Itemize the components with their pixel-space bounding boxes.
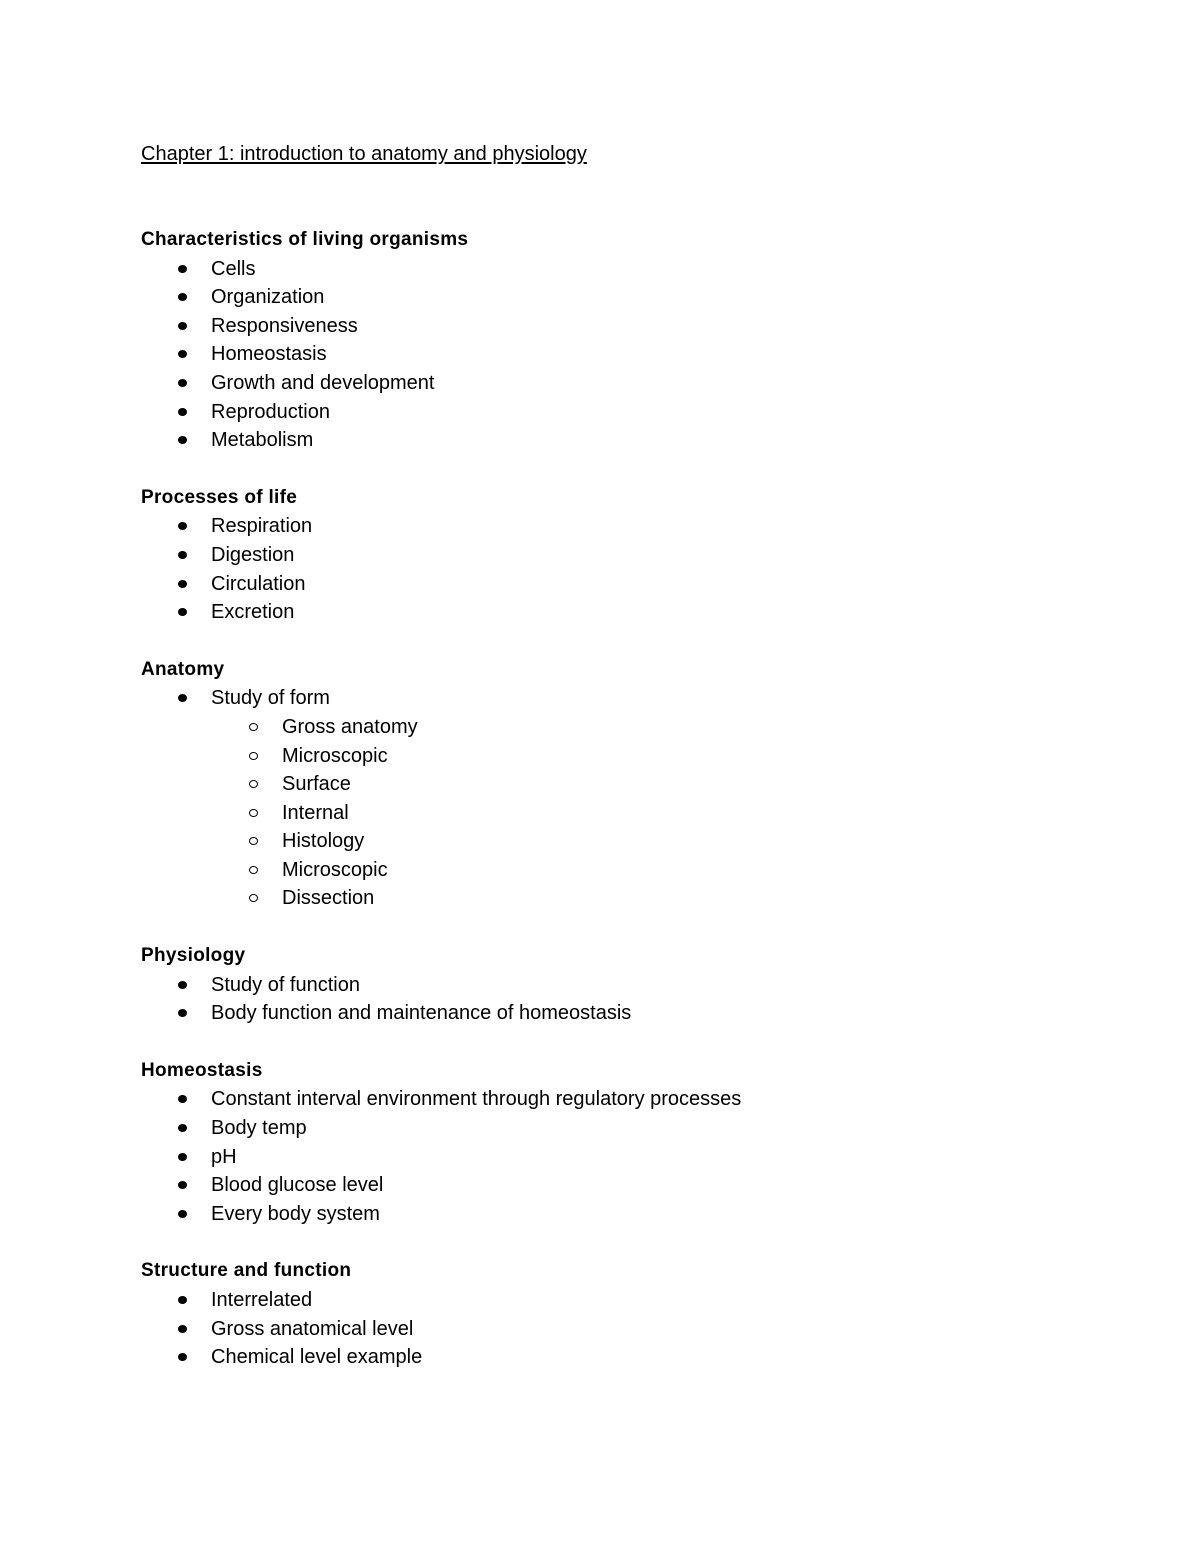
- list-item: [141, 426, 1121, 455]
- filled-bullet-icon: [178, 265, 187, 273]
- filled-bullet-icon: [178, 408, 187, 416]
- section-heading: Processes of life: [141, 486, 298, 508]
- list-item: [141, 283, 1121, 312]
- list-item-text: Surface: [282, 773, 351, 796]
- sub-list-item: [141, 799, 1121, 828]
- list-item: [141, 1114, 1121, 1143]
- filled-bullet-icon: [178, 322, 187, 330]
- section-heading: Physiology: [141, 945, 246, 967]
- hollow-bullet-icon: [249, 780, 258, 788]
- list-item: [141, 971, 1121, 1000]
- section: [141, 942, 1121, 1028]
- bullet-list: [141, 512, 1121, 626]
- sub-list-item: [141, 827, 1121, 856]
- filled-bullet-icon: [178, 1095, 187, 1103]
- section-heading: Homeostasis: [141, 1059, 263, 1081]
- list-item-text: Growth and development: [211, 371, 435, 394]
- sub-list-item: [141, 770, 1121, 799]
- list-item-text: Histology: [282, 830, 365, 853]
- list-item-text: Gross anatomical level: [211, 1317, 414, 1340]
- hollow-bullet-icon: [249, 866, 258, 874]
- list-item-text: Excretion: [211, 601, 295, 624]
- list-item-text: Body temp: [211, 1117, 307, 1140]
- bullet-list: [141, 1286, 1121, 1372]
- bullet-list: [141, 255, 1121, 455]
- filled-bullet-icon: [178, 1124, 187, 1132]
- filled-bullet-icon: [178, 1153, 187, 1161]
- list-item-text: Dissection: [282, 887, 375, 910]
- list-item: [141, 1286, 1121, 1315]
- filled-bullet-icon: [178, 1325, 187, 1333]
- list-item-text: Every body system: [211, 1202, 380, 1225]
- chapter-title: Chapter 1: introduction to anatomy and physiology: [141, 143, 587, 165]
- sub-list-item: [141, 713, 1121, 742]
- list-item-text: Gross anatomy: [282, 715, 418, 738]
- list-item: [141, 1171, 1121, 1200]
- sub-list-item: [141, 856, 1121, 885]
- filled-bullet-icon: [178, 1210, 187, 1218]
- section: [141, 484, 1121, 627]
- hollow-bullet-icon: [249, 894, 258, 902]
- section-heading: Structure and function: [141, 1260, 352, 1282]
- bullet-list: [141, 684, 1121, 913]
- list-item-text: Respiration: [211, 515, 313, 538]
- section: [141, 1257, 1121, 1371]
- list-item: [141, 1085, 1121, 1114]
- filled-bullet-icon: [178, 1009, 187, 1017]
- list-item-text: Study of function: [211, 973, 360, 996]
- list-item-text: Circulation: [211, 572, 306, 595]
- filled-bullet-icon: [178, 1296, 187, 1304]
- list-item-text: Organization: [211, 286, 325, 309]
- section-heading: Anatomy: [141, 658, 225, 680]
- list-item: [141, 1200, 1121, 1229]
- hollow-bullet-icon: [249, 723, 258, 731]
- list-item-text: Responsiveness: [211, 314, 358, 337]
- list-item: [141, 570, 1121, 599]
- list-item: [141, 598, 1121, 627]
- list-item-text: Microscopic: [282, 858, 388, 881]
- filled-bullet-icon: [178, 551, 187, 559]
- list-item-text: Body function and maintenance of homeostasis: [211, 1002, 632, 1025]
- sub-list-item: [141, 742, 1121, 771]
- title-spacer: [141, 168, 1121, 226]
- list-item-text: Homeostasis: [211, 343, 327, 366]
- filled-bullet-icon: [178, 1181, 187, 1189]
- filled-bullet-icon: [178, 350, 187, 358]
- hollow-bullet-icon: [249, 809, 258, 817]
- list-item-text: Microscopic: [282, 744, 388, 767]
- filled-bullet-icon: [178, 379, 187, 387]
- list-item: [141, 1315, 1121, 1344]
- list-item-text: Reproduction: [211, 400, 330, 423]
- filled-bullet-icon: [178, 580, 187, 588]
- list-item: [141, 312, 1121, 341]
- list-item: [141, 999, 1121, 1028]
- list-item: [141, 340, 1121, 369]
- list-item: [141, 1343, 1121, 1372]
- filled-bullet-icon: [178, 522, 187, 530]
- list-item: [141, 541, 1121, 570]
- sections-container: [141, 226, 1121, 1372]
- list-item-text: Chemical level example: [211, 1346, 423, 1369]
- section: [141, 656, 1121, 913]
- list-item: [141, 512, 1121, 541]
- bullet-list: [141, 971, 1121, 1028]
- filled-bullet-icon: [178, 981, 187, 989]
- list-item-text: Study of form: [211, 687, 330, 710]
- list-item-text: Constant interval environment through regulatory processes: [211, 1088, 742, 1111]
- list-item-text: Blood glucose level: [211, 1174, 384, 1197]
- filled-bullet-icon: [178, 694, 187, 702]
- filled-bullet-icon: [178, 293, 187, 301]
- hollow-bullet-icon: [249, 837, 258, 845]
- list-item: [141, 369, 1121, 398]
- filled-bullet-icon: [178, 608, 187, 616]
- bullet-list: [141, 1085, 1121, 1228]
- list-item: [141, 255, 1121, 284]
- section-heading: Characteristics of living organisms: [141, 229, 469, 250]
- sub-list-item: [141, 884, 1121, 913]
- list-item-text: Interrelated: [211, 1289, 313, 1311]
- list-item-text: Cells: [211, 257, 256, 280]
- list-item-text: pH: [211, 1145, 237, 1168]
- list-item-text: Metabolism: [211, 429, 314, 452]
- filled-bullet-icon: [178, 436, 187, 444]
- section: [141, 1057, 1121, 1229]
- document-page: [141, 140, 1121, 1401]
- filled-bullet-icon: [178, 1353, 187, 1361]
- section: [141, 226, 1121, 455]
- list-item: [141, 1143, 1121, 1172]
- hollow-bullet-icon: [249, 752, 258, 760]
- list-item-text: Digestion: [211, 543, 295, 566]
- list-item: [141, 398, 1121, 427]
- list-item-text: Internal: [282, 801, 349, 824]
- list-item: [141, 684, 1121, 713]
